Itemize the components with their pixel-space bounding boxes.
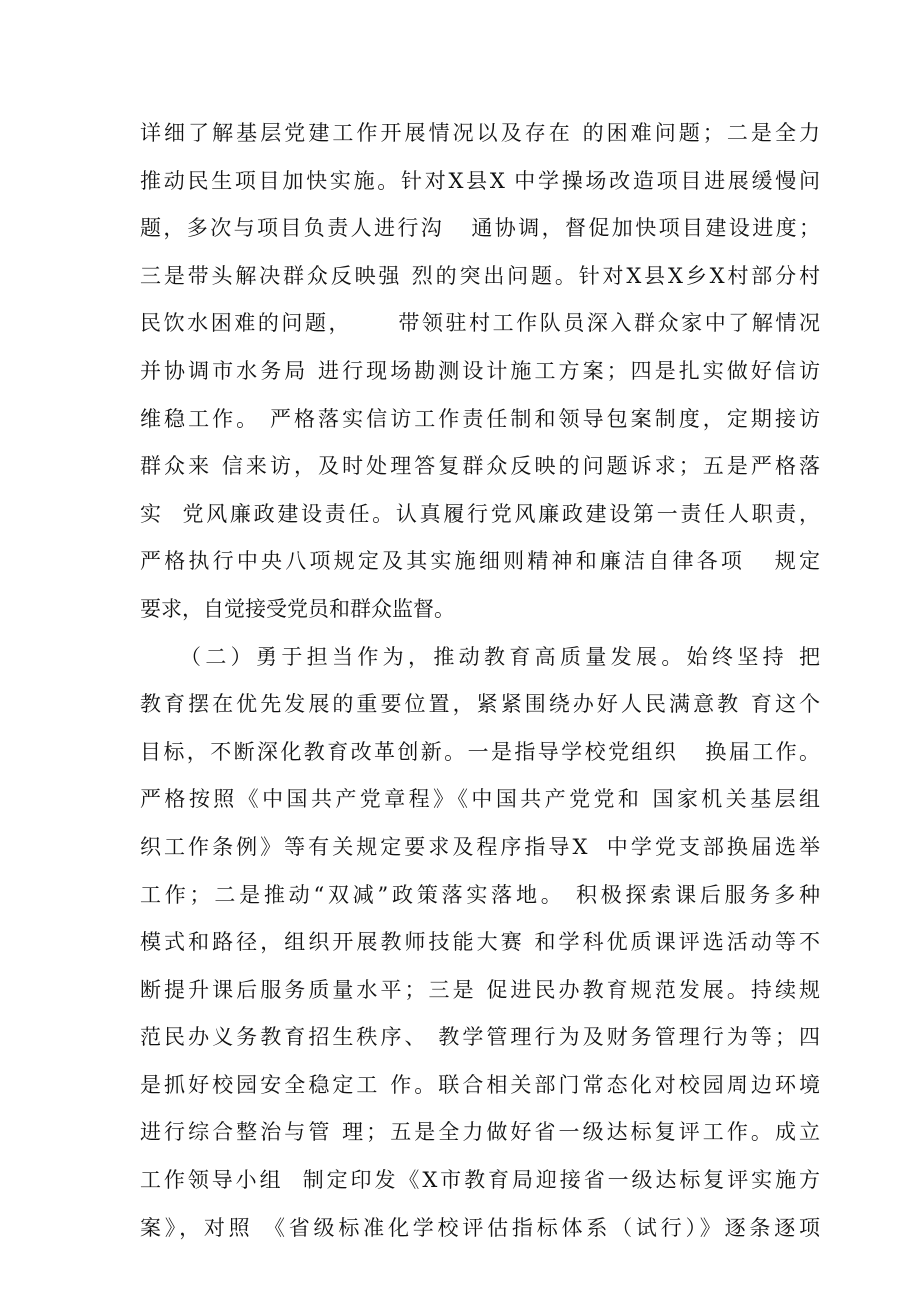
text-line: 题，多次与项目负责人进行沟 通协调，督促加快项目建设进度； [140,216,820,241]
text-line: 维稳工作。 严格落实信访工作责任制和领导包案制度，定期接访 [140,406,820,431]
section-heading-line: （二）勇于担当作为，推动教育高质量发展。始终坚持 把 [180,644,820,669]
text-line: 范民办义务教育招生秩序、 教学管理行为及财务管理行为等；四 [140,1025,820,1050]
text-line: 进行综合整治与管 理；五是全力做好省一级达标复评工作。成立 [140,1120,820,1145]
text-line: 严格执行中央八项规定及其实施细则精神和廉洁自律各项 规定 [140,549,820,574]
text-line: 群众来 信来访，及时处理答复群众反映的问题诉求；五是严格落 [140,454,820,479]
text-line: 教育摆在优先发展的重要位置，紧紧围绕办好人民满意教 育这个 [140,692,820,717]
text-line: 模式和路径，组织开展教师技能大赛 和学科优质课评选活动等不 [140,930,820,955]
text-line: 严格按照《中国共产党章程》《中国共产党党和 国家机关基层组 [140,787,820,812]
text-line: 目标，不断深化教育改革创新。一是指导学校党组织 换届工作。 [140,739,820,764]
text-line: 是抓好校园安全稳定工 作。联合相关部门常态化对校园周边环境 [140,1072,820,1097]
text-line: 工作领导小组 制定印发《X市教育局迎接省一级达标复评实施方 [140,1168,820,1193]
text-line: 工作；二是推动“双减”政策落实落地。 积极探索课后服务多种 [140,882,820,907]
text-line: 断提升课后服务质量水平；三是 促进民办教育规范发展。持续规 [140,977,820,1002]
text-line: 详细了解基层党建工作开展情况以及存在 的困难问题；二是全力 [140,121,820,145]
text-line: 织工作条例》等有关规定要求及程序指导X 中学党支部换届选举 [140,834,820,859]
text-line: 并协调市水务局 进行现场勘测设计施工方案；四是扎实做好信访 [140,358,820,383]
body-text [140,110,820,1252]
text-line: 民饮水困难的问题， 带领驻村工作队员深入群众家中了解情况 [140,311,820,336]
text-line: 推动民生项目加快实施。针对X县X 中学操场改造项目进展缓慢问 [140,168,820,193]
text-line: 三是带头解决群众反映强 烈的突出问题。针对X县X乡X村部分村 [140,263,820,288]
text-line: 实 党风廉政建设责任。认真履行党风廉政建设第一责任人职责， [140,501,820,526]
text-line: 案》，对照 《省级标准化学校评估指标体系（试行）》逐条逐项 [140,1215,820,1240]
paragraph-end-line: 要求，自觉接受党员和群众监督。 [140,596,455,621]
